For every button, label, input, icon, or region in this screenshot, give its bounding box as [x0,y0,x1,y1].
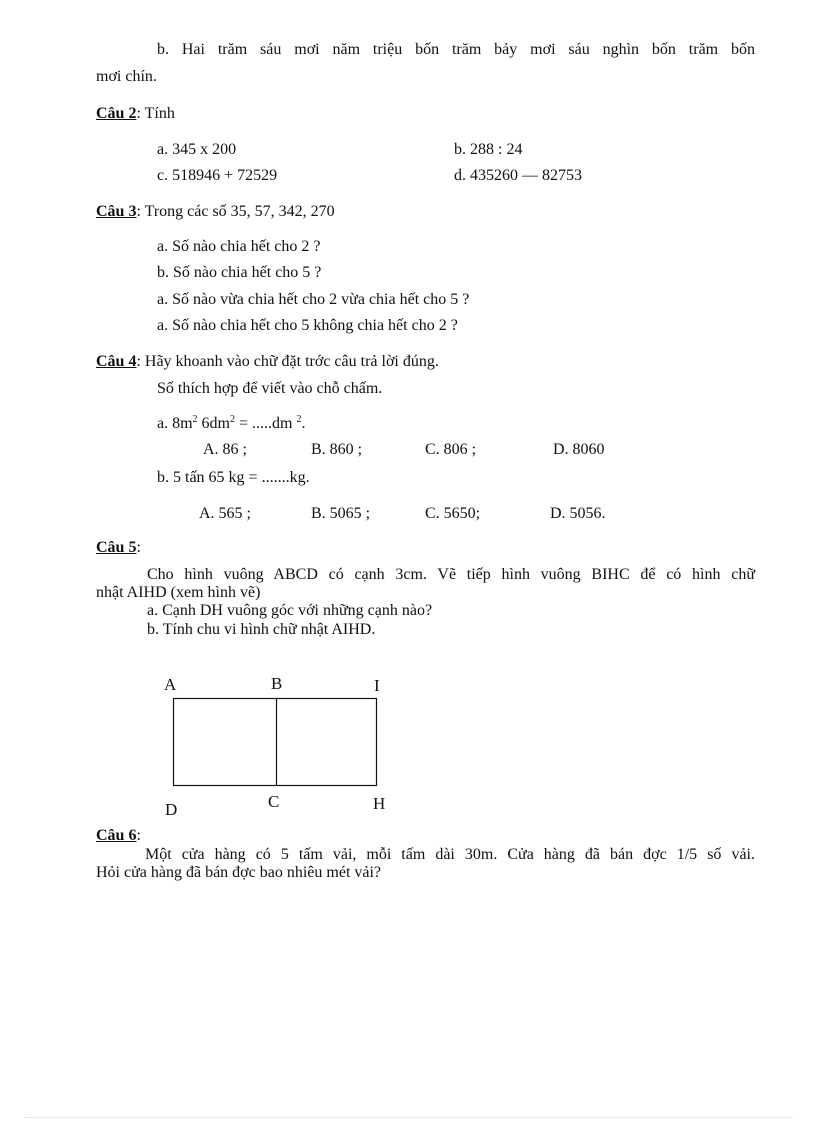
q4-a-option-d: D. 8060 [553,441,605,458]
q4-a-text-1: a. 8m [157,415,193,432]
figure-label-d: D [165,800,178,819]
q3-label: Câu 3 [96,203,137,220]
q4-part-a [157,414,305,434]
q4-label: Câu 4 [96,353,137,370]
q1b-line2: mơi chín. [96,68,157,85]
q4-b-option-d: D. 5056. [550,505,606,522]
q4-heading-text: : Hãy khoanh vào chữ đặt trớc câu trả lời đúng. [136,353,439,370]
figure-label-i: I [374,676,380,695]
q2-heading-text: : Tính [136,105,175,122]
q4-part-b: b. 5 tấn 65 kg = .......kg. [157,469,310,486]
figure-label-b: B [271,674,283,693]
q2-label: Câu 2 [96,105,137,122]
q4-heading [96,352,439,372]
figure-label-a: A [164,675,177,694]
q4-a-text-2: 6dm [197,415,230,432]
q3-item-4: a. Số nào chia hết cho 5 không chia hết cho 2 ? [157,317,458,334]
q4-a-option-c: C. 806 ; [425,441,477,458]
q5-heading-text: : [136,539,141,556]
q3-item-1: a. Số nào chia hết cho 2 ? [157,238,321,255]
q2-item-a: a. 345 x 200 [157,141,237,158]
q4-a-option-a: A. 86 ; [203,441,247,458]
figure-label-h: H [373,794,386,813]
q3-heading [96,202,335,222]
q2-heading [96,104,175,124]
q2-item-b: b. 288 : 24 [454,141,523,158]
q3-item-2: b. Số nào chia hết cho 5 ? [157,264,322,281]
q3-heading-text: : Trong các số 35, 57, 342, 270 [136,203,335,220]
q4-a-exp-3: 2 [296,414,302,425]
q6-heading-text: : [136,827,141,844]
figure-label-c: C [268,792,280,811]
q4-a-exp-2: 2 [230,414,235,425]
q6-text-line1: Một cửa hàng có 5 tấm vải, mỗi tấm dài 30m. Cửa hàng đã bán đợc 1/5 số vải. [145,846,755,863]
q1b-line1: b. Hai trăm sáu mơi năm triệu bốn trăm bảy mơi sáu nghìn bốn trăm bốn [157,41,755,58]
q2-item-d: d. 435260 — 82753 [454,167,582,184]
q5-item-a: a. Cạnh DH vuông góc với những cạnh nào? [147,602,433,619]
q6-heading [96,826,141,846]
q4-subheading: Số thích hợp để viết vào chỗ chấm. [157,380,383,397]
q4-a-text-4: . [301,415,306,432]
q6-label: Câu 6 [96,827,137,844]
q5-item-b: b. Tính chu vi hình chữ nhật AIHD. [147,621,376,638]
rectangle-aihd [174,699,377,786]
q5-text-line2: nhật AIHD (xem hình vẽ) [96,584,261,601]
q4-b-option-b: B. 5065 ; [311,505,371,522]
q3-item-3: a. Số nào vừa chia hết cho 2 vừa chia hết cho 5 ? [157,291,470,308]
q4-a-exp-1: 2 [192,414,198,425]
rectangle-figure [170,695,382,791]
q5-heading [96,538,141,558]
q4-b-option-c: C. 5650; [425,505,481,522]
q6-text-line2: Hỏi cửa hàng đã bán đợc bao nhiêu mét vải? [96,864,382,881]
q4-a-text-3: = .....dm [235,415,297,432]
q5-text-line1: Cho hình vuông ABCD có cạnh 3cm. Vẽ tiếp hình vuông BIHC để có hình chữ [147,566,755,583]
q4-b-option-a: A. 565 ; [199,505,251,522]
q5-label: Câu 5 [96,539,137,556]
page-bottom-rule [24,1117,794,1118]
q2-item-c: c. 518946 + 72529 [157,167,278,184]
q4-a-option-b: B. 860 ; [311,441,363,458]
